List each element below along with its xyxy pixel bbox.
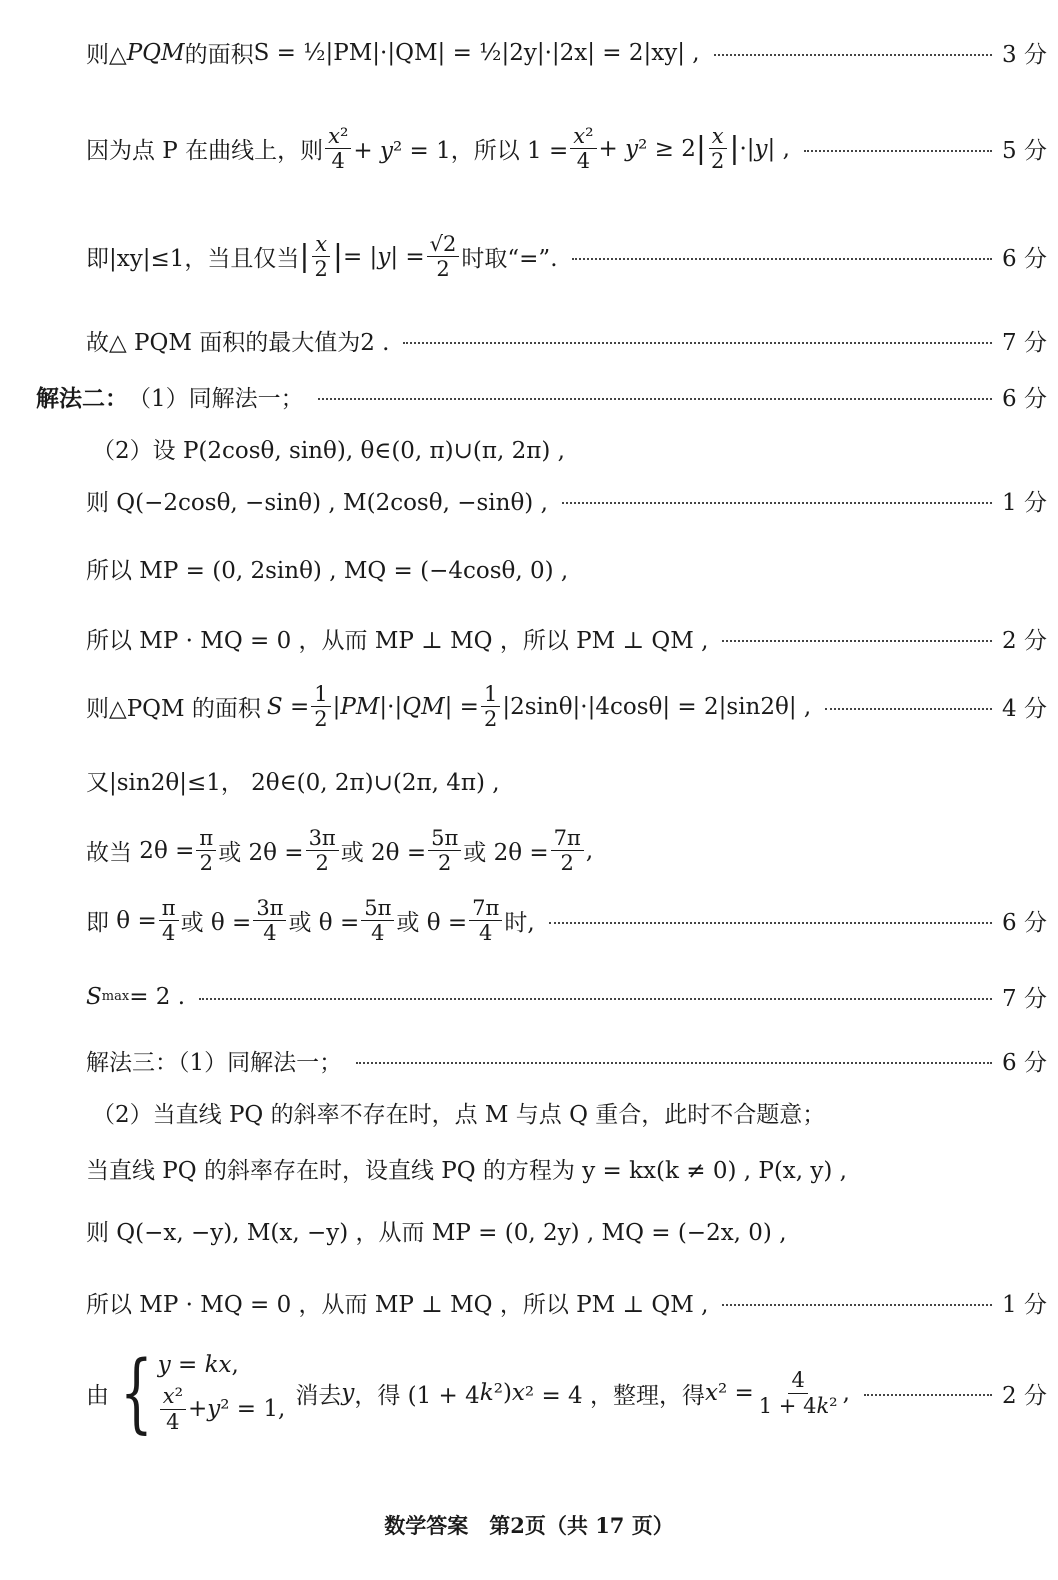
leader-dots xyxy=(722,1304,992,1306)
answer-line-12 xyxy=(0,826,1058,875)
line-text: 则△PQM 的面积 xyxy=(86,696,261,723)
line-text: 所以 MP · MQ = 0 ，从而 MP ⊥ MQ ，所以 PM ⊥ QM , xyxy=(86,1292,709,1318)
leader-dots xyxy=(549,922,992,924)
leader-dots xyxy=(825,708,992,710)
answer-line-13 xyxy=(0,896,1058,945)
answer-line-11 xyxy=(0,764,1058,797)
score-label: 7 分 xyxy=(1002,330,1047,356)
leader-dots xyxy=(714,54,992,56)
line-text: 的面积 xyxy=(184,42,254,68)
leader-dots xyxy=(356,1062,992,1064)
answer-line-17 xyxy=(0,1152,1058,1185)
answer-line-2 xyxy=(0,124,1058,173)
line-text: 当直线 PQ 的斜率存在时，设直线 PQ 的方程为 y = kx(k ≠ 0) , P(x, y) , xyxy=(86,1158,847,1184)
score-label: 6 分 xyxy=(1002,386,1047,412)
leader-dots xyxy=(318,398,992,400)
line-text: 即|xy|≤1，当且仅当 xyxy=(86,246,300,273)
line-text: 所以 MP = (0, 2sinθ) , MQ = (−4cosθ, 0) , xyxy=(86,558,569,584)
answer-line-14 xyxy=(0,980,1058,1013)
line-text: 所以 MP · MQ = 0 ，从而 MP ⊥ MQ ，所以 PM ⊥ QM , xyxy=(86,628,709,654)
brace-icon: { xyxy=(119,1343,153,1443)
answer-line-10 xyxy=(0,682,1058,731)
score-label: 6 分 xyxy=(1002,246,1047,273)
line-text: PQM xyxy=(126,39,185,66)
score-label: 7 分 xyxy=(1002,986,1047,1012)
formula: $\frac{\text{x²}}{4}$ + y² = 1，所以 1 = $\frac{\text{x²}}{4}$ + y² ≥ 2 | $\frac{x}{2}$ | ·|y| , xyxy=(323,124,790,173)
answer-line-16 xyxy=(0,1096,1058,1129)
answer-line-3 xyxy=(0,232,1058,281)
line-text: 又|sin2θ|≤1， 2θ∈(0, 2π)∪(2π, 4π) , xyxy=(86,770,500,796)
answer-line-15 xyxy=(0,1044,1058,1077)
line-text: 由 xyxy=(86,1382,109,1409)
formula: S = $\frac{1}{2}$ | PM |·| QM | = $\frac{1}{2}$ |2sinθ|·|4cosθ| = 2|sin2θ| , xyxy=(266,682,812,732)
leader-dots xyxy=(804,150,992,152)
answer-line-5 xyxy=(0,380,1058,413)
equation-system: y = kx, $\frac{\text{x²}}{4}$ + y ² = 1, xyxy=(157,1352,286,1434)
line-text: S xyxy=(86,983,102,1010)
answer-line-7 xyxy=(0,484,1058,517)
line-text: 则△ xyxy=(86,42,127,68)
line-text: 即 xyxy=(86,910,109,937)
answer-line-19 xyxy=(0,1286,1058,1319)
subscript: max xyxy=(101,989,130,1004)
formula: | $\frac{x}{2}$ | = |y| = $\frac{√2}{2}$ 时取“=”. xyxy=(299,232,558,282)
formula: S = ½|PM|·|QM| = ½|2y|·|2x| = 2|xy| , xyxy=(253,39,700,66)
page-footer: 数学答案 第2页（共 17 页） xyxy=(384,1513,674,1538)
answer-line-1 xyxy=(0,36,1058,69)
line-text: 因为点 P 在曲线上，则 xyxy=(86,138,324,165)
line-text: 解法三：（1）同解法一； xyxy=(86,1050,343,1076)
score-label: 3 分 xyxy=(1002,42,1047,68)
line-text: 则 Q(−2cosθ, −sinθ) , M(2cosθ, −sinθ) , xyxy=(86,490,548,516)
answer-line-4 xyxy=(0,324,1058,357)
leader-dots xyxy=(562,502,992,504)
answer-line-20 xyxy=(0,1343,1058,1443)
line-text: 故当 xyxy=(86,840,132,867)
score-label: 2 分 xyxy=(1002,628,1047,654)
score-label: 6 分 xyxy=(1002,1050,1047,1076)
leader-dots xyxy=(403,342,992,344)
answer-line-18 xyxy=(0,1214,1058,1247)
score-label: 4 分 xyxy=(1002,696,1047,723)
score-label: 1 分 xyxy=(1002,490,1047,516)
formula: 2θ = $\frac{\pi}{2}$ 或 2θ = $\frac{3\pi}{2}$ 或 2θ = $\frac{5\pi}{2}$ 或 2θ = $\frac{7\pi}{2}$ , xyxy=(132,826,594,876)
leader-dots xyxy=(864,1394,992,1396)
leader-dots xyxy=(572,258,992,260)
answer-line-9 xyxy=(0,622,1058,655)
formula: θ = $\frac{\pi}{4}$ 或 θ = $\frac{3\pi}{4}$ 或 θ = $\frac{5\pi}{4}$ 或 θ = $\frac{7\pi}{4}$ 时, xyxy=(109,896,535,946)
leader-dots xyxy=(722,640,992,642)
line-text: 故△ PQM 面积的最大值为2 . xyxy=(86,330,390,356)
line-text: 则 Q(−x, −y), M(x, −y) ，从而 MP = (0, 2y) , MQ = (−2x, 0) , xyxy=(86,1220,787,1246)
solution-heading: 解法二： xyxy=(36,385,128,412)
answer-line-6 xyxy=(0,432,1058,465)
score-label: 2 分 xyxy=(1002,1382,1047,1409)
line-text: （2）设 P(2cosθ, sinθ), θ∈(0, π)∪(π, 2π) , xyxy=(92,438,565,464)
line-text: （1）同解法一； xyxy=(128,386,304,412)
score-label: 6 分 xyxy=(1002,910,1047,937)
score-label: 5 分 xyxy=(1002,138,1047,165)
leader-dots xyxy=(199,998,992,1000)
formula: 消去 y ，得 (1 + 4 k ²) x ² = 4 ，整理，得 x ² = $\frac{4}{\text{1 + 4k²}}$ , xyxy=(295,1368,850,1418)
score-label: 1 分 xyxy=(1002,1292,1047,1318)
answer-line-8 xyxy=(0,552,1058,585)
line-text: （2）当直线 PQ 的斜率不存在时，点 M 与点 Q 重合，此时不合题意； xyxy=(92,1102,826,1128)
line-text: = 2 . xyxy=(129,983,186,1010)
